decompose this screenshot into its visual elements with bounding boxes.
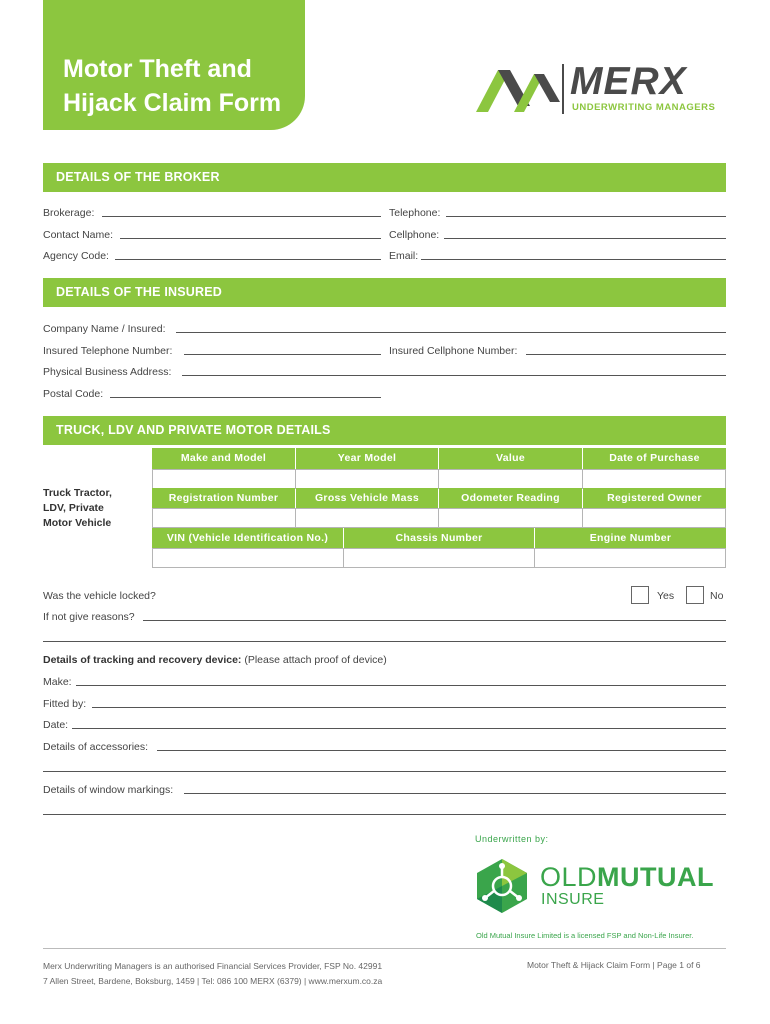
accessories-field[interactable] xyxy=(157,750,726,751)
email-field[interactable] xyxy=(421,259,726,260)
insured-tel-label: Insured Telephone Number: xyxy=(43,345,173,357)
col-date-purchase: Date of Purchase xyxy=(583,448,726,470)
brokerage-label: Brokerage: xyxy=(43,207,95,219)
insured-cell-field[interactable] xyxy=(526,354,726,355)
registration-input[interactable] xyxy=(152,508,296,528)
company-field[interactable] xyxy=(176,332,726,333)
merx-logo xyxy=(474,62,734,118)
merx-wordmark: MERX xyxy=(570,60,687,103)
company-label: Company Name / Insured: xyxy=(43,323,166,335)
make-label: Make: xyxy=(43,676,72,688)
col-engine: Engine Number xyxy=(535,528,726,550)
agency-code-label: Agency Code: xyxy=(43,250,109,262)
footer-address: 7 Allen Street, Bardene, Boksburg, 1459 | Tel: 086 100 MERX (6379) | www.merxum.co.za xyxy=(43,976,383,986)
footer-page: Motor Theft & Hijack Claim Form | Page 1 of 6 xyxy=(527,960,701,970)
registered-owner-input[interactable] xyxy=(582,508,726,528)
old-mutual-wordmark: OLDMUTUAL xyxy=(540,862,715,892)
date-label: Date: xyxy=(43,719,69,731)
fitted-by-label: Fitted by: xyxy=(43,698,87,710)
contact-name-label: Contact Name: xyxy=(43,229,114,241)
footer-fsp: Merx Underwriting Managers is an authorised Financial Services Provider, FSP No. 42991 xyxy=(43,961,383,971)
brokerage-field[interactable] xyxy=(102,216,381,217)
underwritten-label: Underwritten by: xyxy=(475,834,549,844)
window-field[interactable] xyxy=(184,793,726,794)
date-purchase-input[interactable] xyxy=(582,469,726,489)
cellphone-label: Cellphone: xyxy=(389,229,440,241)
reasons-field[interactable] xyxy=(143,620,726,621)
postal-label: Postal Code: xyxy=(43,388,104,400)
engine-input[interactable] xyxy=(534,548,726,568)
col-registration: Registration Number xyxy=(152,488,295,510)
chassis-input[interactable] xyxy=(343,548,535,568)
accessories-label: Details of accessories: xyxy=(43,741,149,753)
make-field[interactable] xyxy=(76,685,726,686)
merx-mountain-logo-icon xyxy=(474,62,566,114)
contact-name-field[interactable] xyxy=(120,238,381,239)
window-field-2[interactable] xyxy=(43,814,726,815)
fitted-by-field[interactable] xyxy=(92,707,726,708)
odometer-input[interactable] xyxy=(438,508,583,528)
agency-code-field[interactable] xyxy=(115,259,381,260)
col-year-model: Year Model xyxy=(296,448,438,470)
insure-wordmark: INSURE xyxy=(541,891,605,908)
postal-field[interactable] xyxy=(110,397,381,398)
address-field[interactable] xyxy=(182,375,726,376)
om-disclaimer: Old Mutual Insure Limited is a licensed FSP and Non-Life Insurer. xyxy=(476,931,694,940)
col-chassis: Chassis Number xyxy=(344,528,534,550)
col-registered-owner: Registered Owner xyxy=(583,488,726,510)
year-model-input[interactable] xyxy=(295,469,439,489)
col-vin: VIN (Vehicle Identification No.) xyxy=(152,528,343,550)
col-odometer: Odometer Reading xyxy=(439,488,582,510)
tracking-heading: Details of tracking and recovery device: (Please attach proof of device) xyxy=(43,654,387,666)
col-make-model: Make and Model xyxy=(152,448,295,470)
value-input[interactable] xyxy=(438,469,583,489)
section-header-broker: DETAILS OF THE BROKER xyxy=(43,163,726,192)
make-model-input[interactable] xyxy=(152,469,296,489)
window-label: Details of window markings: xyxy=(43,784,174,796)
vin-input[interactable] xyxy=(152,548,344,568)
col-gvm: Gross Vehicle Mass xyxy=(296,488,438,510)
gvm-input[interactable] xyxy=(295,508,439,528)
locked-no-checkbox[interactable] xyxy=(686,586,704,604)
merx-tagline: UNDERWRITING MANAGERS xyxy=(572,102,716,113)
footer-divider xyxy=(43,948,726,949)
telephone-field[interactable] xyxy=(446,216,726,217)
col-value: Value xyxy=(439,448,582,470)
accessories-field-2[interactable] xyxy=(43,771,726,772)
locked-question: Was the vehicle locked? xyxy=(43,590,156,602)
reasons-label: If not give reasons? xyxy=(43,611,135,623)
page-title: Motor Theft and Hijack Claim Form xyxy=(63,55,282,117)
email-label: Email: xyxy=(389,250,419,262)
old-mutual-tree-logo-icon xyxy=(474,858,530,914)
no-label: No xyxy=(710,590,724,602)
telephone-label: Telephone: xyxy=(389,207,441,219)
address-label: Physical Business Address: xyxy=(43,366,172,378)
locked-yes-checkbox[interactable] xyxy=(631,586,649,604)
reasons-field-2[interactable] xyxy=(43,641,726,642)
section-header-vehicle: TRUCK, LDV AND PRIVATE MOTOR DETAILS xyxy=(43,416,726,445)
section-header-insured: DETAILS OF THE INSURED xyxy=(43,278,726,307)
date-field[interactable] xyxy=(72,728,726,729)
insured-cell-label: Insured Cellphone Number: xyxy=(389,345,518,357)
yes-label: Yes xyxy=(657,590,675,602)
cellphone-field[interactable] xyxy=(444,238,726,239)
insured-tel-field[interactable] xyxy=(184,354,381,355)
vehicle-type-label: Truck Tractor, LDV, Private Motor Vehicle xyxy=(43,487,112,529)
